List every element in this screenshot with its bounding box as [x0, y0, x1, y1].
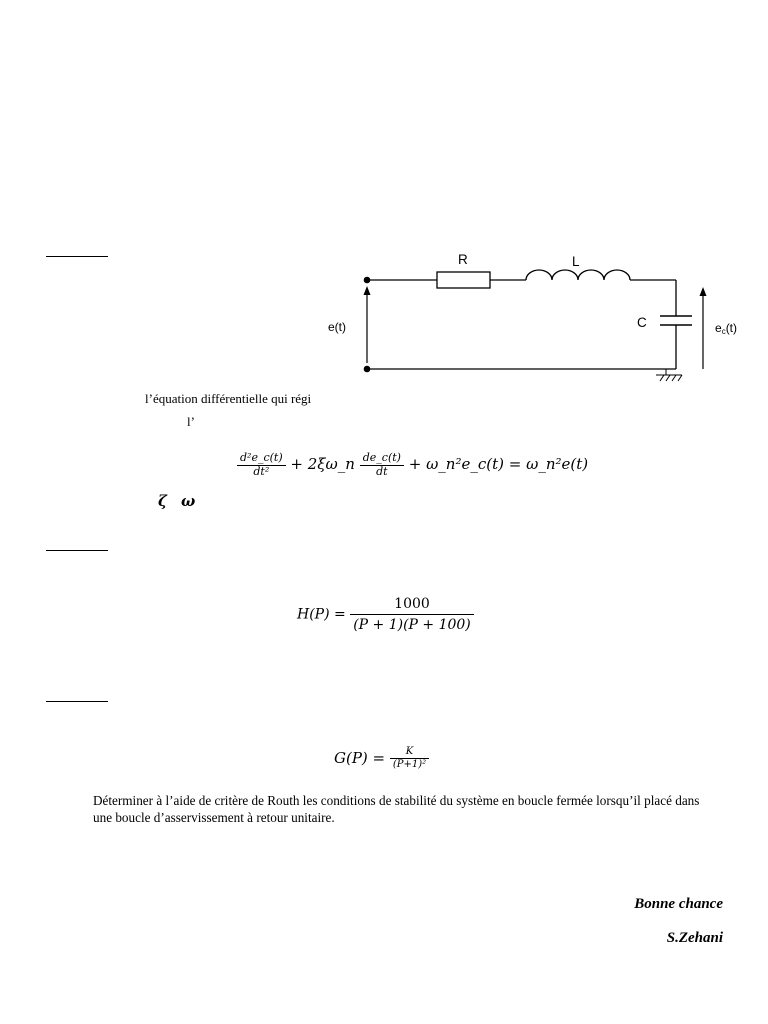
closing-wish: Bonne chance	[634, 896, 723, 912]
eq1-term3: + ω_n²e_c(t) = ω_n²e(t)	[408, 455, 589, 474]
author-signature: S.Zehani	[666, 930, 723, 946]
eq1-fraction-1	[237, 452, 286, 478]
transfer-function-g	[334, 746, 429, 770]
eq2-lhs: H(P) =	[297, 606, 346, 623]
eq1-term2-coefficient: + 2ξω_n	[290, 455, 355, 474]
eq3-lhs: G(P) =	[334, 749, 386, 767]
differential-equation	[237, 452, 588, 478]
inductor-coil	[526, 270, 630, 280]
greek-zeta: ζ	[158, 492, 167, 510]
rlc-circuit-diagram	[0, 0, 768, 400]
eq1-term1-denominator: dt²	[253, 464, 270, 478]
eq1-fraction-2	[360, 452, 404, 478]
label-L: L	[572, 254, 580, 269]
eq3-denominator: (P+1)²	[392, 758, 427, 770]
section1-line2: l’	[187, 414, 195, 429]
transfer-function-h	[297, 596, 474, 633]
eq3-numerator: K	[390, 746, 429, 759]
label-input-voltage: e(t)	[328, 320, 346, 334]
question-paragraph: Déterminer à l’aide de critère de Routh les conditions de stabilité du système en boucle fermée lorsqu’il placé dans une boucle d’asservissement à retour unitaire.	[93, 793, 700, 825]
terminal-bottom	[364, 366, 371, 373]
eq1-term2-numerator: de_c(t)	[360, 452, 404, 466]
greek-omega: ω	[181, 492, 196, 510]
section-rule-2	[46, 550, 108, 551]
eq2-fraction	[350, 596, 474, 633]
eq1-term1-numerator: d²e_c(t)	[237, 452, 286, 466]
section1-line1: l’équation différentielle qui régi	[145, 391, 312, 406]
resistor-symbol	[437, 272, 490, 288]
eq1-term2-denominator: dt	[376, 464, 388, 478]
ground-hatch	[660, 375, 682, 381]
label-R: R	[458, 252, 468, 267]
eq2-numerator: 1000	[350, 596, 474, 615]
label-C: C	[637, 315, 647, 330]
eq2-denominator: (P + 1)(P + 100)	[353, 617, 471, 634]
terminal-top	[364, 277, 371, 284]
label-output-voltage: ec(t)	[715, 321, 738, 336]
section-rule-3	[46, 701, 108, 702]
eq3-fraction	[390, 746, 429, 770]
